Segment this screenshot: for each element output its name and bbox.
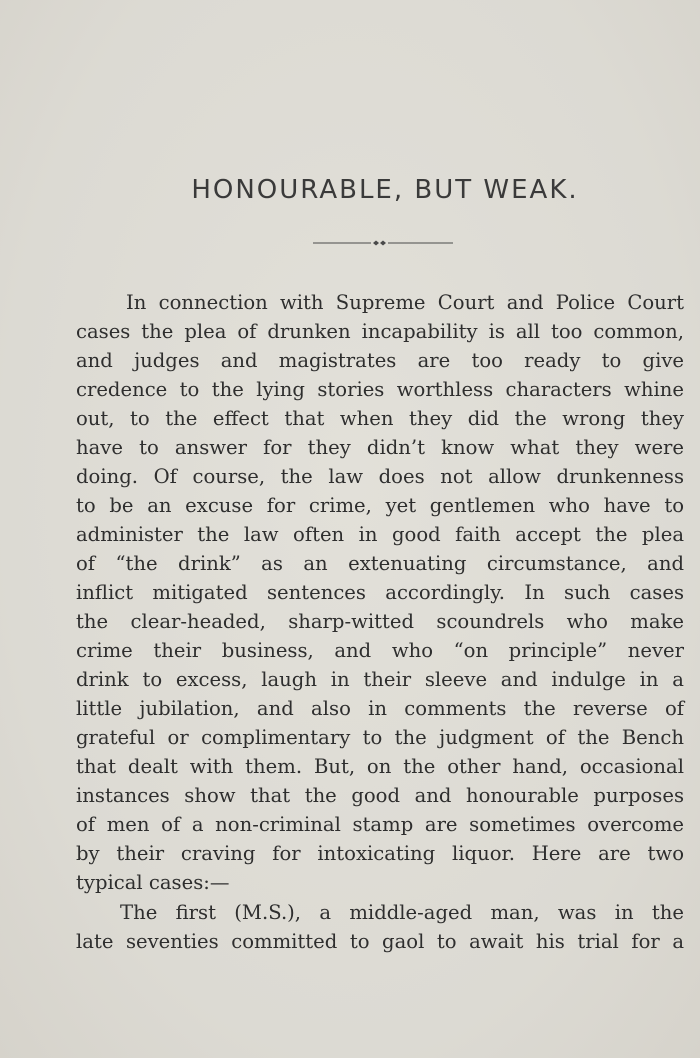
text-line: In connection with Supreme Court and Police Court [126, 291, 684, 314]
text-line: credence to the lying stories worthless characters whine [76, 378, 684, 401]
text-line: late seventies committed to gaol to await his trial for a [76, 930, 684, 953]
text-line: cases the plea of drunken incapability is all too common, [76, 320, 684, 343]
text-line: little jubilation, and also in comments the reverse of [76, 697, 684, 720]
text-line: crime their business, and who “on principle” never [76, 639, 684, 662]
text-line: administer the law often in good faith accept the plea [76, 523, 684, 546]
ornamental-divider [313, 232, 453, 252]
text-line: of “the drink” as an extenuating circumstance, and [76, 552, 684, 575]
chapter-title: HONOURABLE, BUT WEAK. [191, 175, 579, 205]
text-line: typical cases:— [76, 871, 230, 894]
text-line: grateful or complimentary to the judgment of the Bench [76, 726, 684, 749]
text-line: of men of a non-criminal stamp are sometimes overcome [76, 813, 684, 836]
text-line: by their craving for intoxicating liquor. Here are two [76, 842, 684, 865]
paragraph [76, 898, 684, 956]
text-line: drink to excess, laugh in their sleeve and indulge in a [76, 668, 684, 691]
paragraph [76, 288, 684, 897]
text-line: The first (M.S.), a middle-aged man, was in the [120, 901, 684, 924]
body-text [76, 288, 684, 956]
text-line: to be an excuse for crime, yet gentlemen who have to [76, 494, 684, 517]
text-line: the clear-headed, sharp-witted scoundrels who make [76, 610, 684, 633]
text-line: out, to the effect that when they did the wrong they [76, 407, 684, 430]
text-line: doing. Of course, the law does not allow drunkenness [76, 465, 684, 488]
text-line: that dealt with them. But, on the other hand, occasional [76, 755, 684, 778]
text-line: inflict mitigated sentences accordingly. In such cases [76, 581, 684, 604]
text-line: and judges and magistrates are too ready to give [76, 349, 684, 372]
text-line: instances show that the good and honourable purposes [76, 784, 684, 807]
text-line: have to answer for they didn’t know what they were [76, 436, 684, 459]
